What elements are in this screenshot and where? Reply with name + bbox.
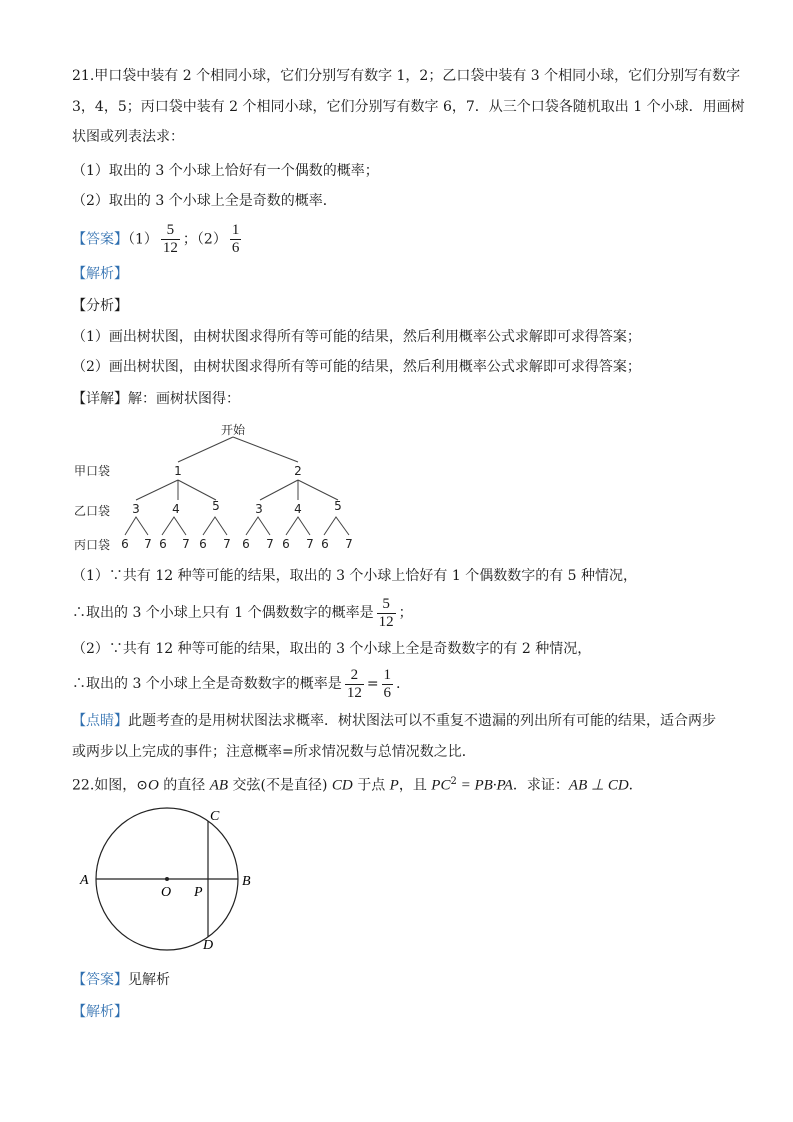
q22-equation-rhs: = PB·PA bbox=[456, 777, 513, 794]
solution-2-text: ∴取出的 3 个小球上全是奇数数字的概率是 bbox=[72, 676, 342, 692]
s1-numerator: 5 bbox=[382, 595, 390, 612]
q21-answer bbox=[72, 222, 244, 257]
q21-part2: （2）取出的 3 个小球上全是奇数的概率． bbox=[72, 193, 337, 209]
q22-text-6: ． bbox=[628, 777, 643, 794]
label-c: C bbox=[210, 809, 220, 824]
q21-solution-2a: （2）∵共有 12 种等可能的结果，取出的 3 个小球上全是奇数数字的有 2 种情况， bbox=[72, 641, 592, 657]
s2-denominator-a: 12 bbox=[346, 684, 362, 701]
answer-fraction-2 bbox=[230, 222, 242, 257]
s2-numerator-b: 1 bbox=[383, 666, 392, 683]
q22-exponent: 2 bbox=[450, 776, 457, 787]
tree-leaf: 7 bbox=[223, 537, 231, 551]
q22-text-4: ，且 bbox=[398, 777, 432, 794]
tree-node: 3 bbox=[255, 502, 263, 516]
tree-node: 1 bbox=[174, 464, 182, 478]
q21-detail: 【详解】解：画树状图得： bbox=[72, 391, 240, 407]
q21-fenxi-2: （2）画出树状图，由树状图求得所有等可能的结果，然后利用概率公式求解即可求得答案； bbox=[72, 359, 641, 375]
tree-row-label: 甲口袋 bbox=[74, 464, 111, 478]
s2-denominator-b: 6 bbox=[383, 684, 392, 701]
tree-start: 开始 bbox=[220, 423, 246, 437]
s1-denominator: 12 bbox=[378, 613, 394, 630]
tree-leaf: 7 bbox=[144, 537, 152, 551]
tree-leaf: 7 bbox=[345, 537, 353, 551]
label-o: O bbox=[161, 885, 172, 900]
solution-1-text: ∴取出的 3 个小球上只有 1 个偶数数字的概率是 bbox=[72, 605, 374, 621]
q21-solution-1b bbox=[72, 594, 413, 632]
q21-dianjing-2: 或两步以上完成的事件；注意概率=所求情况数与总情况数之比． bbox=[72, 744, 476, 760]
solution-2-fraction-b bbox=[382, 667, 394, 702]
answer-tag: 【答案】 bbox=[72, 231, 128, 248]
tree-leaf: 7 bbox=[182, 537, 190, 551]
s2-numerator-a: 2 bbox=[350, 666, 359, 683]
q21-line1: 21.甲口袋中装有 2 个相同小球，它们分别写有数字 1，2；乙口袋中装有 3 个相同小球，它们分别写有数字 bbox=[72, 68, 741, 84]
solution-2-fraction-a bbox=[345, 667, 364, 702]
solution-1-end: ； bbox=[398, 605, 413, 621]
answer-f2-denominator: 6 bbox=[231, 240, 240, 256]
tree-node: 2 bbox=[294, 464, 302, 478]
tree-node: 5 bbox=[334, 499, 342, 513]
q21-fenxi-1: （1）画出树状图，由树状图求得所有等可能的结果，然后利用概率公式求解即可求得答案； bbox=[72, 329, 641, 345]
q22-conclusion: AB ⊥ CD bbox=[568, 777, 629, 794]
q22-prefix: 22.如图，⊙ bbox=[72, 777, 148, 794]
tree-node: 4 bbox=[172, 502, 180, 516]
q21-solution-2b bbox=[72, 665, 401, 703]
q22-diameter: AB bbox=[209, 777, 229, 794]
q21-dianjing-1 bbox=[72, 711, 716, 731]
answer-f1-numerator: 5 bbox=[166, 222, 175, 238]
label-b: B bbox=[242, 874, 251, 889]
q22-answer-text: 见解析 bbox=[128, 972, 170, 988]
q22-answer-tag: 【答案】 bbox=[72, 972, 128, 988]
tree-node: 5 bbox=[212, 499, 220, 513]
tree-leaf: 7 bbox=[266, 537, 274, 551]
tree-node: 4 bbox=[294, 502, 302, 516]
tree-leaf: 6 bbox=[199, 537, 207, 551]
q21-solution-1a: （1）∵共有 12 种等可能的结果，取出的 3 个小球上恰好有 1 个偶数数字的有 5 种情况， bbox=[72, 568, 638, 584]
tree-row-label: 乙口袋 bbox=[74, 504, 111, 518]
label-d: D bbox=[203, 938, 214, 953]
tree-leaf: 6 bbox=[121, 537, 129, 551]
solution-1-fraction bbox=[377, 596, 396, 631]
solution-2-equals: = bbox=[366, 676, 379, 692]
tree-leaf: 6 bbox=[159, 537, 167, 551]
answer-fraction-1 bbox=[161, 222, 180, 257]
q21-line2: 3，4，5；丙口袋中装有 2 个相同小球，它们分别写有数字 6，7．从三个口袋各随机取出 1 个小球．用画树 bbox=[72, 99, 745, 115]
circle-figure bbox=[70, 804, 270, 959]
solution-2-end: . bbox=[396, 676, 401, 692]
q22-circle-name: O bbox=[148, 777, 159, 794]
tree-leaf: 6 bbox=[242, 537, 250, 551]
answer-f1-denominator: 12 bbox=[162, 240, 178, 256]
dianjing-text-1: 此题考查的是用树状图法求概率．树状图法可以不重复不遗漏的列出所有可能的结果，适合两步 bbox=[128, 713, 716, 729]
q22-text-5: ．求证： bbox=[512, 777, 569, 794]
answer-separator: ；（2） bbox=[182, 231, 227, 248]
q21-part1: （1）取出的 3 个小球上恰好有一个偶数的概率； bbox=[72, 163, 379, 179]
q22-jiexi-tag: 【解析】 bbox=[72, 1004, 128, 1020]
tree-diagram bbox=[70, 418, 370, 553]
answer-f2-numerator: 1 bbox=[231, 222, 240, 238]
q22-point: P bbox=[389, 777, 399, 794]
q22-text-1: 的直径 bbox=[158, 777, 210, 794]
q21-line3: 状图或列表法求： bbox=[72, 129, 184, 145]
tree-leaf: 7 bbox=[306, 537, 314, 551]
q22-answer bbox=[72, 970, 170, 990]
q22-chord: CD bbox=[331, 777, 353, 794]
tree-leaf: 6 bbox=[321, 537, 329, 551]
label-a: A bbox=[80, 873, 89, 888]
label-p: P bbox=[194, 885, 203, 900]
q22-statement bbox=[72, 772, 643, 796]
tree-leaf: 6 bbox=[282, 537, 290, 551]
q22-equation-lhs: PC bbox=[431, 777, 451, 794]
center-point bbox=[165, 877, 169, 881]
q21-jiexi-tag: 【解析】 bbox=[72, 266, 128, 282]
tree-node: 3 bbox=[132, 502, 140, 516]
q21-fenxi-heading: 【分析】 bbox=[72, 298, 128, 314]
answer-part1-label: （1） bbox=[128, 231, 158, 248]
tree-row-label: 丙口袋 bbox=[74, 538, 111, 552]
q22-text-2: 交弦(不是直径) bbox=[228, 777, 332, 794]
dianjing-tag: 【点睛】 bbox=[72, 713, 128, 729]
q22-text-3: 于点 bbox=[352, 777, 390, 794]
